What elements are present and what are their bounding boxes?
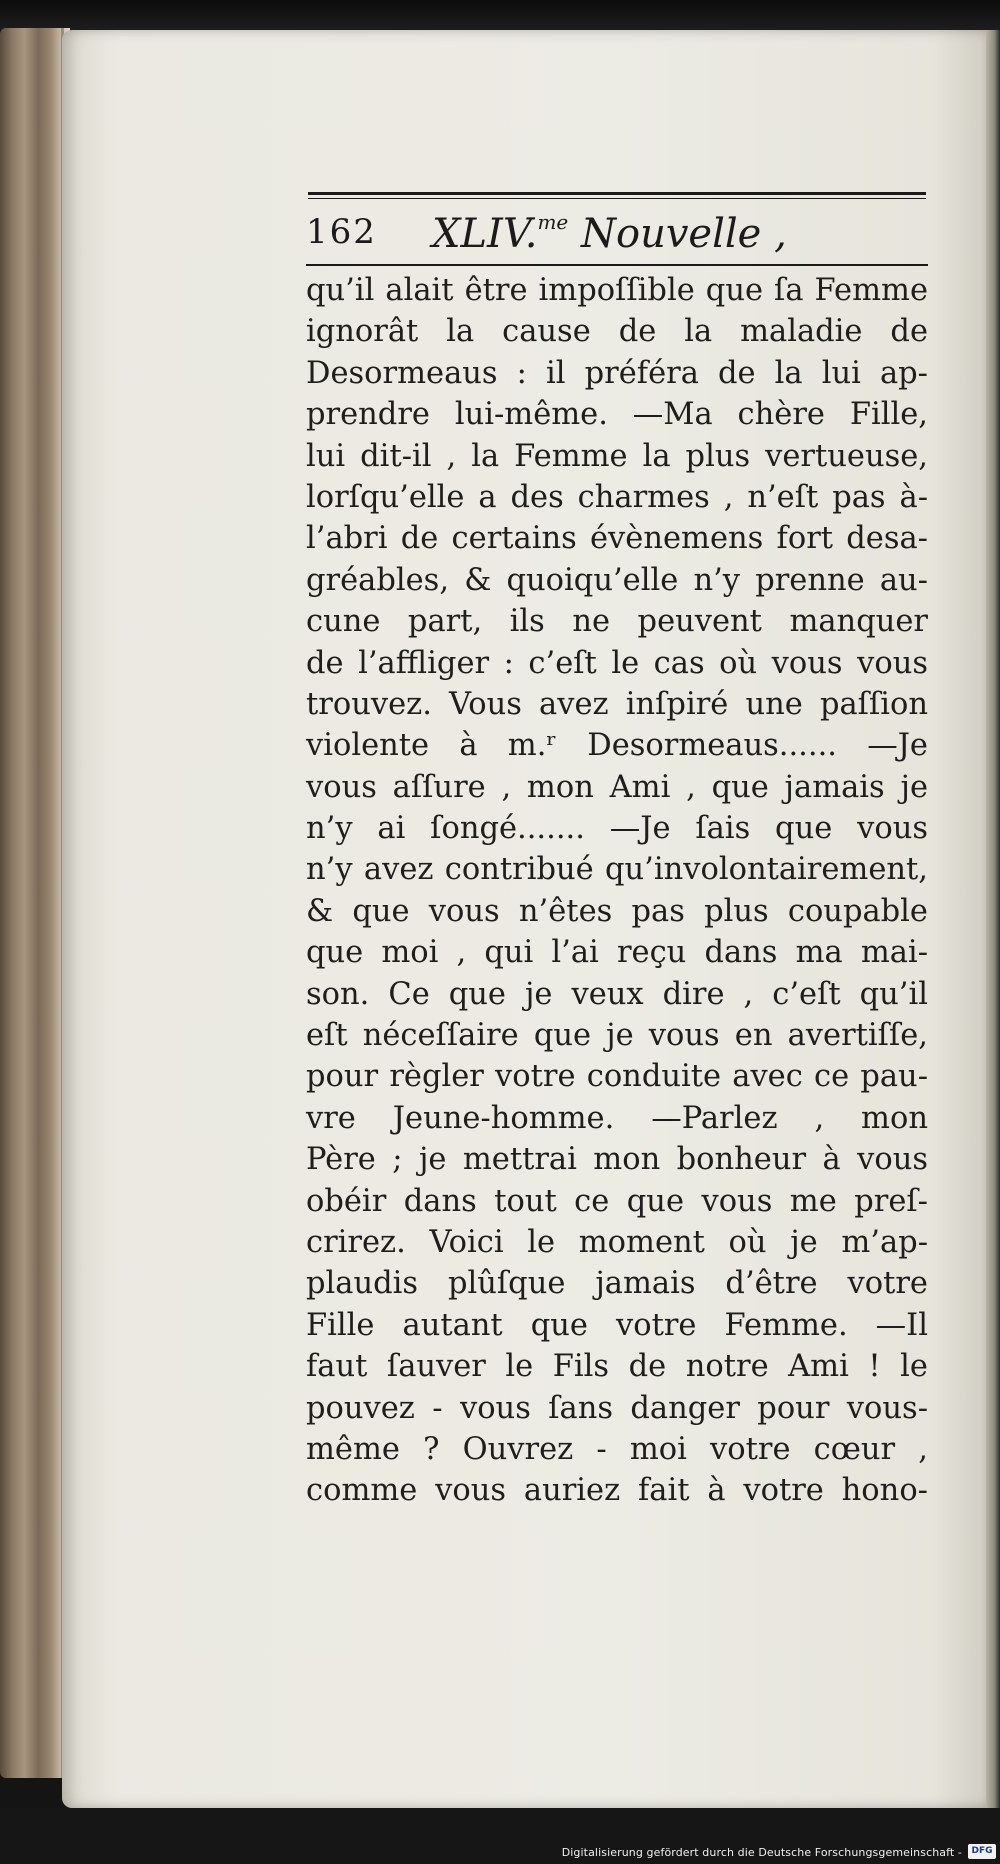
dfg-logo: DFG [968,1844,996,1859]
text-line: plaudis plûſque jamais d’être votre [306,1266,928,1302]
header-double-rule [308,192,926,199]
text-line: son. Ce que je veux dire , c’eſt qu’il [306,976,928,1012]
running-head-roman: XLIV. [432,211,538,257]
text-line: trouvez. Vous avez inſpiré une paſſion [306,686,928,722]
text-line: qu’il alait être impoſſible que ſa Femme [306,273,928,308]
scan-top-border [0,0,1000,30]
text-line: & que vous n’êtes pas plus coupable [306,893,928,929]
text-line: Père ; je mettrai mon bonheur à vous [306,1142,928,1178]
running-head [306,208,928,266]
text-line: ignorât la cause de la maladie de [306,314,928,350]
text-line: de l’affliger : c’eſt le cas où vous vous [306,645,928,681]
text-line: vous aſſure , mon Ami , que jamais je [306,769,928,805]
text-line: faut ſauver le Fils de notre Ami ! le [306,1349,928,1385]
text-line: même ? Ouvrez - moi votre cœur , [306,1431,928,1467]
text-line: lorſqu’elle a des charmes , n’eſt pas à- [306,479,928,515]
text-line: prendre lui-même. —Ma chère Fille, [306,397,928,433]
text-line: violente à m.ʳ Desormeaus...... —Je [306,728,928,764]
text-line: l’abri de certains évènemens fort desa- [306,521,928,557]
running-head-word: Nouvelle , [580,211,787,257]
book-spine-edge [0,28,70,1778]
text-line: Desormeaus : il préféra de la lui ap- [306,355,928,391]
text-line: comme vous auriez fait à votre hono- [306,1473,928,1509]
text-line: que moi , qui l’ai reçu dans ma mai- [306,935,928,971]
text-line: n’y ai ſongé....... —Je ſais que vous [306,811,928,847]
page-right-edge [986,30,1000,1808]
running-head-title [432,210,787,257]
text-line: pour règler votre conduite avec ce pau- [306,1059,928,1095]
page-number: 162 [306,212,377,252]
body-text [306,270,928,1512]
header-underline-rule [306,264,928,266]
running-head-superscript: me [537,210,569,234]
text-line: Fille autant que votre Femme. —Il [306,1307,928,1343]
text-line: obéir dans tout ce que vous me preſ- [306,1183,928,1219]
text-line: vre Jeune-homme. —Parlez , mon [306,1100,928,1136]
text-line: crirez. Voici le moment où je m’ap- [306,1224,928,1260]
text-line: pouvez - vous ſans danger pour vous- [306,1390,928,1426]
text-line: lui dit-il , la Femme la plus vertueuse, [306,438,928,474]
digitization-credit: Digitalisierung gefördert durch die Deutsche Forschungsgemeinschaft - [561,1846,962,1859]
text-line: n’y avez contribué qu’involontairement, [306,852,928,888]
text-line: cune part, ils ne peuvent manquer [306,604,928,640]
text-line: eſt néceſſaire que je vous en avertiſſe, [306,1018,928,1054]
text-line: gréables, & quoiqu’elle n’y prenne au- [306,562,928,598]
